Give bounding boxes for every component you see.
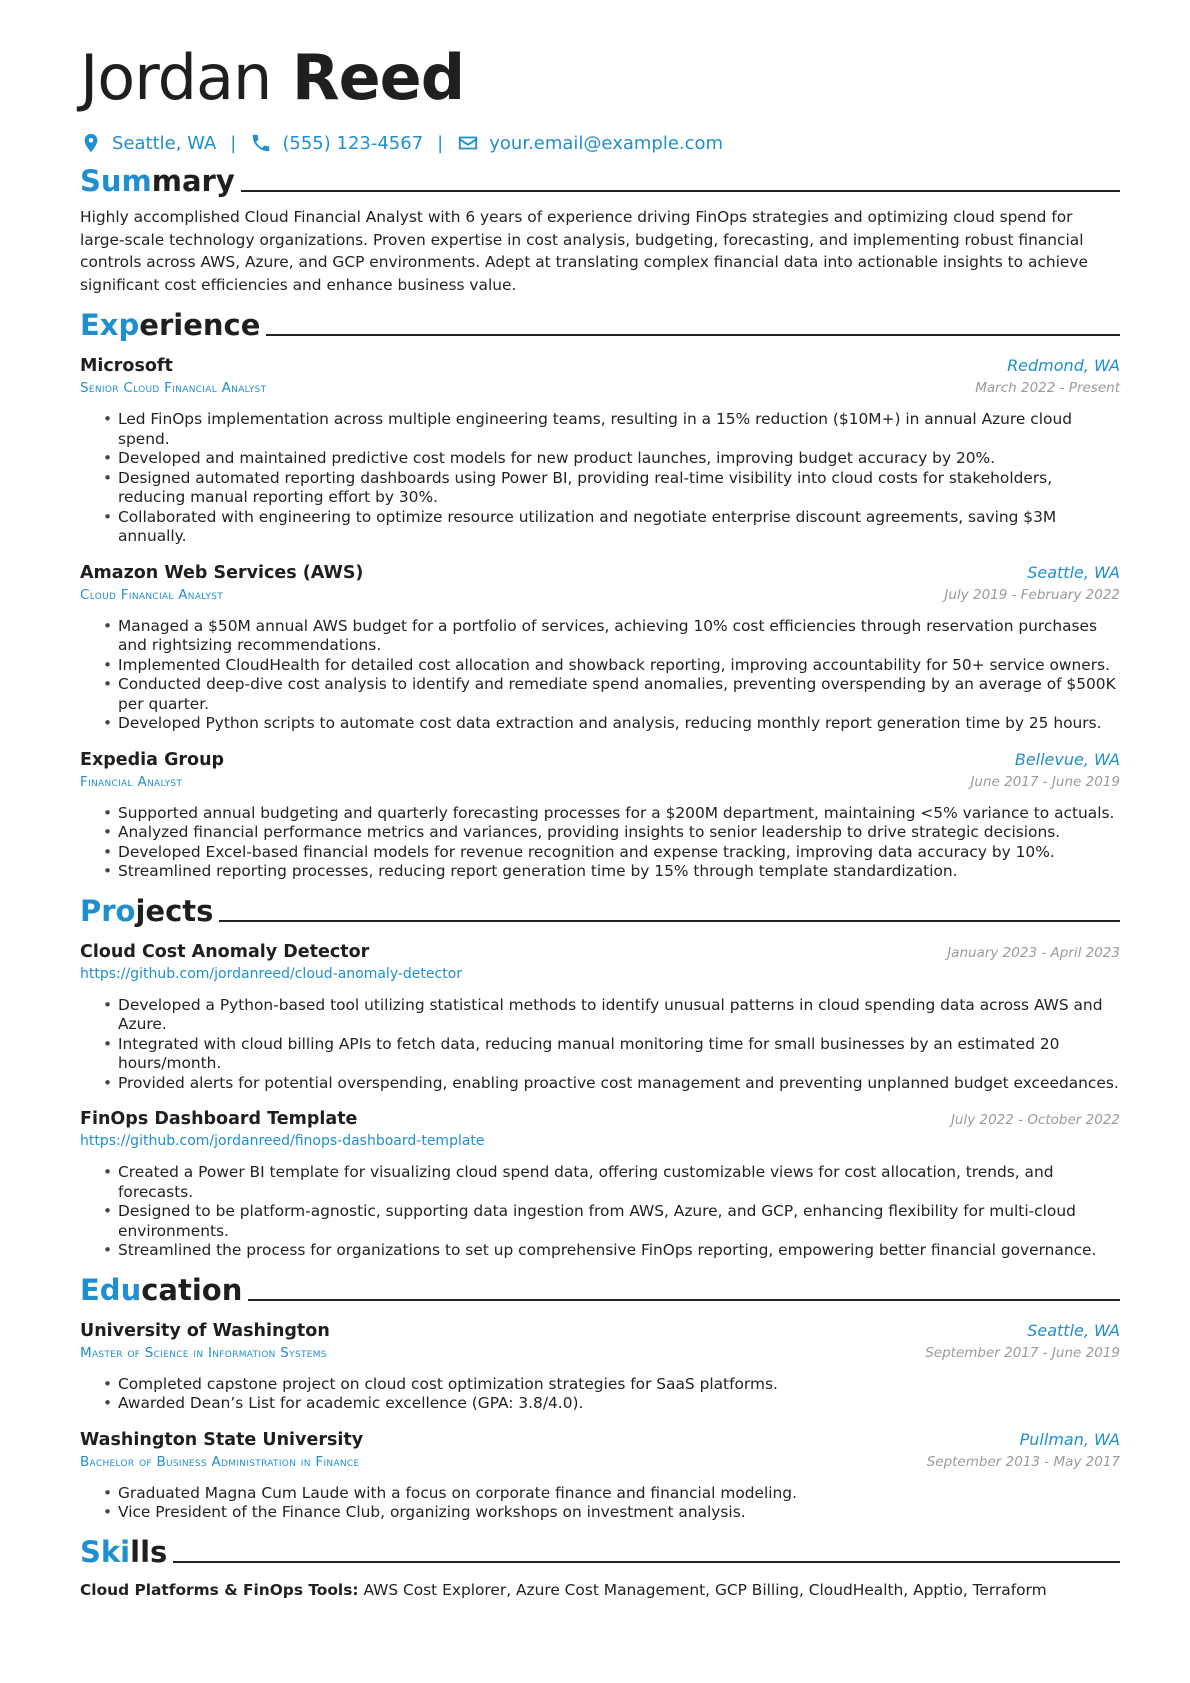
list-item: • Graduated Magna Cum Laude with a focus on corporate finance and financial modeling. [118,1484,1120,1504]
project-link[interactable]: https://github.com/jordanreed/finops-dashboard-template [80,1133,485,1149]
title-rest: lls [130,1534,168,1569]
projects-heading [80,888,1120,928]
first-name: Jordan [80,41,272,114]
project-name: Cloud Cost Anomaly Detector [80,941,370,962]
list-item: • Vice President of the Finance Club, organizing workshops on investment analysis. [118,1503,1120,1523]
education-bullets [80,1375,1120,1414]
title-rest: cation [141,1272,243,1307]
title-accent: Sum [80,164,152,198]
project-bullets [80,996,1120,1094]
title-accent: Exp [80,308,140,342]
company-name: Amazon Web Services (AWS) [80,562,364,583]
list-item: • Completed capstone project on cloud cost optimization strategies for SaaS platforms. [118,1375,1120,1395]
skills-label: Cloud Platforms & FinOps Tools: [80,1580,359,1599]
list-item: • Integrated with cloud billing APIs to fetch data, reducing manual monitoring time for small businesses by an estimated 20 hours/month. [118,1035,1120,1074]
project-link[interactable]: https://github.com/jordanreed/cloud-anomaly-detector [80,965,463,982]
section-title [80,1273,242,1307]
job-title: Senior Cloud Financial Analyst [80,380,267,396]
job-dates: March 2022 - Present [975,380,1120,396]
title-accent: Edu [80,1272,142,1307]
education-entry [80,1321,1120,1414]
contact-line [80,128,1120,158]
section-rule [241,190,1120,192]
list-item: • Awarded Dean’s List for academic excellence (GPA: 3.8/4.0). [118,1394,1120,1414]
education-bullets [80,1484,1120,1523]
list-item: • Created a Power BI template for visualizing cloud spend data, offering customizable views for cost allocation, trends, and forecasts. [118,1163,1120,1202]
list-item: • Collaborated with engineering to optimize resource utilization and negotiate enterprise discount agreements, saving $3M annually. [118,508,1120,547]
candidate-name [80,0,1120,118]
job-location: Redmond, WA [1007,356,1120,375]
title-rest: jects [135,893,214,928]
education-dates: September 2013 - May 2017 [926,1453,1120,1470]
last-name: Reed [291,41,465,114]
job-bullets [80,804,1120,882]
section-rule [173,1561,1120,1563]
degree-name: Bachelor of Business Administration in Finance [80,1453,360,1470]
contact-separator: | [230,132,237,154]
title-rest: erience [139,308,261,342]
section-title [80,308,260,342]
list-item: • Analyzed financial performance metrics and variances, providing insights to senior leadership to drive strategic decisions. [118,823,1120,843]
job-bullets [80,410,1120,547]
skills-heading [80,1529,1120,1569]
list-item: • Developed Excel-based financial models for revenue recognition and expense tracking, improving data accuracy by 10%. [118,843,1120,863]
project-bullets [80,1163,1120,1261]
list-item: • Developed a Python-based tool utilizing statistical methods to identify unusual patterns in cloud spending data across AWS and Azure. [118,996,1120,1035]
list-item: • Designed to be platform-agnostic, supporting data ingestion from AWS, Azure, and GCP, enhancing flexibility for multi-cloud environments. [118,1202,1120,1241]
envelope-icon [457,132,479,154]
project-name: FinOps Dashboard Template [80,1109,358,1129]
list-item: • Conducted deep-dive cost analysis to identify and remediate spend anomalies, preventing overspending by an average of $500K per quarter. [118,675,1120,714]
list-item: • Managed a $50M annual AWS budget for a portfolio of services, achieving 10% cost efficiencies through reservation purchases and rightsizing recommendations. [118,617,1120,656]
list-item: • Developed Python scripts to automate cost data extraction and analysis, reducing monthly report generation time by 25 hours. [118,714,1120,734]
section-title [80,164,235,198]
list-item: • Developed and maintained predictive cost models for new product launches, improving budget accuracy by 20%. [118,449,1120,469]
school-location: Pullman, WA [1019,1429,1120,1449]
section-title [80,894,213,928]
project-dates: July 2022 - October 2022 [950,1112,1120,1128]
job-title: Cloud Financial Analyst [80,586,224,603]
title-rest: mary [151,164,235,198]
education-entry [80,1430,1120,1523]
experience-heading [80,302,1120,342]
project-entry [80,1109,1120,1261]
skills-value: AWS Cost Explorer, Azure Cost Management, GCP Billing, CloudHealth, Apptio, Terraform [363,1580,1047,1599]
section-title [80,1535,167,1569]
job-location: Seattle, WA [1027,562,1120,582]
list-item: • Streamlined the process for organizations to set up comprehensive FinOps reporting, empowering better financial governance. [118,1241,1120,1261]
title-accent: Pro [80,893,136,928]
list-item: • Streamlined reporting processes, reducing report generation time by 15% through template standardization. [118,862,1120,882]
section-rule [266,334,1120,336]
project-entry [80,942,1120,1094]
experience-entry [80,356,1120,547]
email-link[interactable]: your.email@example.com [489,132,724,154]
company-name: Expedia Group [80,749,225,770]
skills-line [80,1579,1120,1601]
list-item: • Provided alerts for potential overspending, enabling proactive cost management and preventing unplanned budget exceedances. [118,1074,1120,1094]
job-dates: June 2017 - June 2019 [970,773,1120,790]
job-location: Bellevue, WA [1014,749,1120,769]
section-rule [248,1299,1120,1301]
summary-heading [80,158,1120,198]
job-bullets [80,617,1120,734]
project-dates: January 2023 - April 2023 [947,944,1120,961]
degree-name: Master of Science in Information Systems [80,1344,327,1361]
map-pin-icon [80,132,102,154]
title-accent: Ski [80,1534,131,1569]
list-item: • Led FinOps implementation across multiple engineering teams, resulting in a 15% reduction ($10M+) in annual Azure cloud spend. [118,410,1120,449]
phone-link[interactable]: (555) 123-4567 [282,132,424,154]
list-item: • Designed automated reporting dashboards using Power BI, providing real-time visibility into cloud costs for stakeholders, reducing manual reporting effort by 30%. [118,469,1120,508]
education-dates: September 2017 - June 2019 [925,1344,1120,1361]
school-name: University of Washington [80,1320,330,1341]
list-item: • Supported annual budgeting and quarterly forecasting processes for a $200M department, maintaining <5% variance to actuals. [118,804,1120,824]
company-name: Microsoft [80,356,173,376]
school-name: Washington State University [80,1429,364,1450]
experience-entry [80,750,1120,882]
job-dates: July 2019 - February 2022 [944,586,1120,603]
job-title: Financial Analyst [80,773,183,790]
experience-entry [80,563,1120,734]
contact-separator: | [437,132,444,154]
phone-icon [250,132,272,154]
education-heading [80,1267,1120,1307]
list-item: • Implemented CloudHealth for detailed cost allocation and showback reporting, improving accountability for 50+ service owners. [118,656,1120,676]
summary-text: Highly accomplished Cloud Financial Analyst with 6 years of experience driving FinOps strategies and optimizing cloud spend for large-scale technology organizations. Proven expertise in cost analysis, budgeting, forecasting, and implementing robust financial controls across AWS, Azure, and GCP environments. Adept at translating complex financial data into actionable insights to achieve significant cost efficiencies and enhance business value. [80,208,1088,294]
location-text: Seattle, WA [112,132,217,154]
school-location: Seattle, WA [1027,1320,1120,1340]
section-rule [219,920,1120,922]
